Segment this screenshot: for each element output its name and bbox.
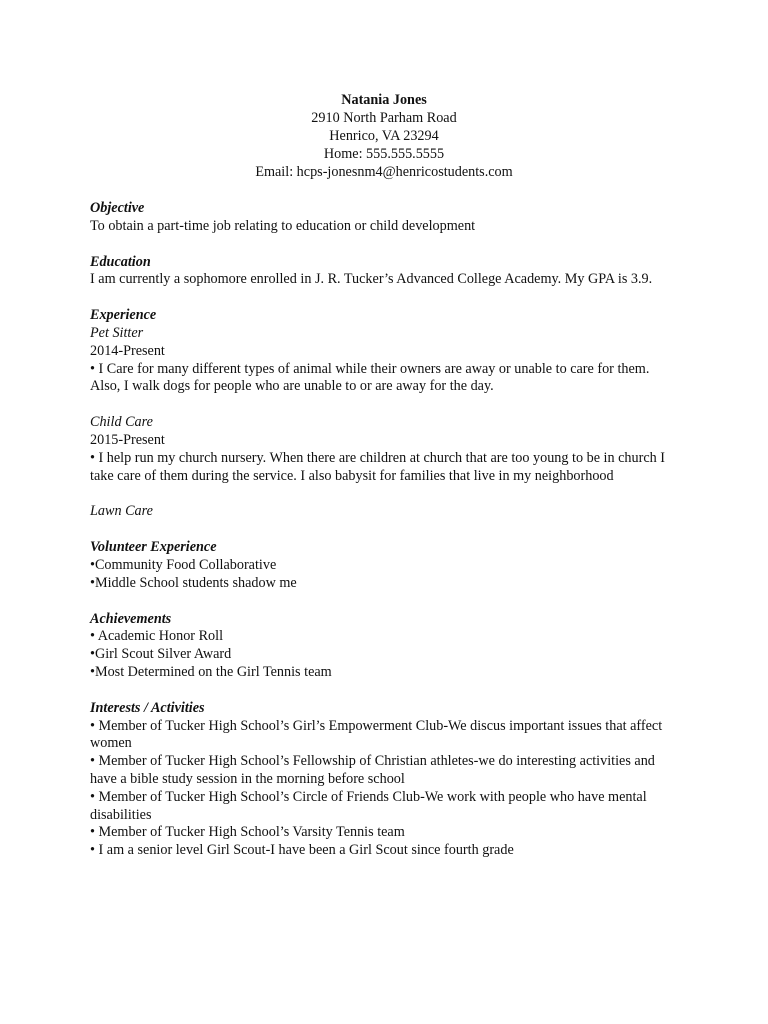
email-address: Email: hcps-jonesnm4@henricostudents.com <box>255 164 513 180</box>
applicant-name: Natania Jones <box>341 92 427 108</box>
objective-text: To obtain a part-time job relating to education or child development <box>90 217 476 234</box>
objective-section <box>90 200 680 236</box>
job-title: Pet Sitter <box>90 324 144 341</box>
volunteer-heading: Volunteer Experience <box>90 539 217 556</box>
job-dates: 2014-Present <box>90 342 165 359</box>
education-heading: Education <box>90 253 151 270</box>
job-description: • I Care for many different types of animal while their owners are away or unable to care for them. Also, I walk dogs for people who are unable to or are away for the day. <box>90 360 650 395</box>
experience-heading: Experience <box>90 307 157 324</box>
interests-heading: Interests / Activities <box>90 699 205 716</box>
list-item: • I am a senior level Girl Scout-I have been a Girl Scout since fourth grade <box>90 842 514 859</box>
volunteer-section <box>90 539 680 592</box>
address-line-2: Henrico, VA 23294 <box>329 128 439 144</box>
phone-number: Home: 555.555.5555 <box>323 146 445 162</box>
list-item: • Member of Tucker High School’s Girl’s Empowerment Club-We discus important issues that affect women <box>90 717 663 752</box>
achievements-section <box>90 611 680 682</box>
job-title: Lawn Care <box>90 503 153 520</box>
list-item: •Community Food Collaborative <box>90 556 277 573</box>
education-section <box>90 254 680 290</box>
job-description: • I help run my church nursery. When there are children at church that are too young to be in church I take care of them during the service. I also babysit for families that live in my neighborhood <box>90 449 666 484</box>
job-dates: 2015-Present <box>90 431 165 448</box>
resume-header <box>0 92 768 182</box>
list-item: • Academic Honor Roll <box>90 628 224 645</box>
interests-section <box>90 700 680 860</box>
address-line-1: 2910 North Parham Road <box>311 110 457 126</box>
achievements-heading: Achievements <box>90 610 172 627</box>
job-title: Child Care <box>90 414 153 431</box>
list-item: •Girl Scout Silver Award <box>90 646 232 663</box>
list-item: •Most Determined on the Girl Tennis team <box>90 663 332 680</box>
list-item: • Member of Tucker High School’s Circle of Friends Club-We work with people who have mental disabilities <box>90 788 647 823</box>
list-item: • Member of Tucker High School’s Varsity Tennis team <box>90 824 405 841</box>
list-item: • Member of Tucker High School’s Fellowship of Christian athletes-we do interesting activities and have a bible study session in the morning before school <box>90 753 655 787</box>
resume-body <box>90 200 680 860</box>
list-item: •Middle School students shadow me <box>90 574 297 591</box>
experience-section <box>90 307 680 521</box>
objective-heading: Objective <box>90 200 145 216</box>
education-text: I am currently a sophomore enrolled in J. R. Tucker’s Advanced College Academy. My GPA is 3.9. <box>90 271 653 288</box>
